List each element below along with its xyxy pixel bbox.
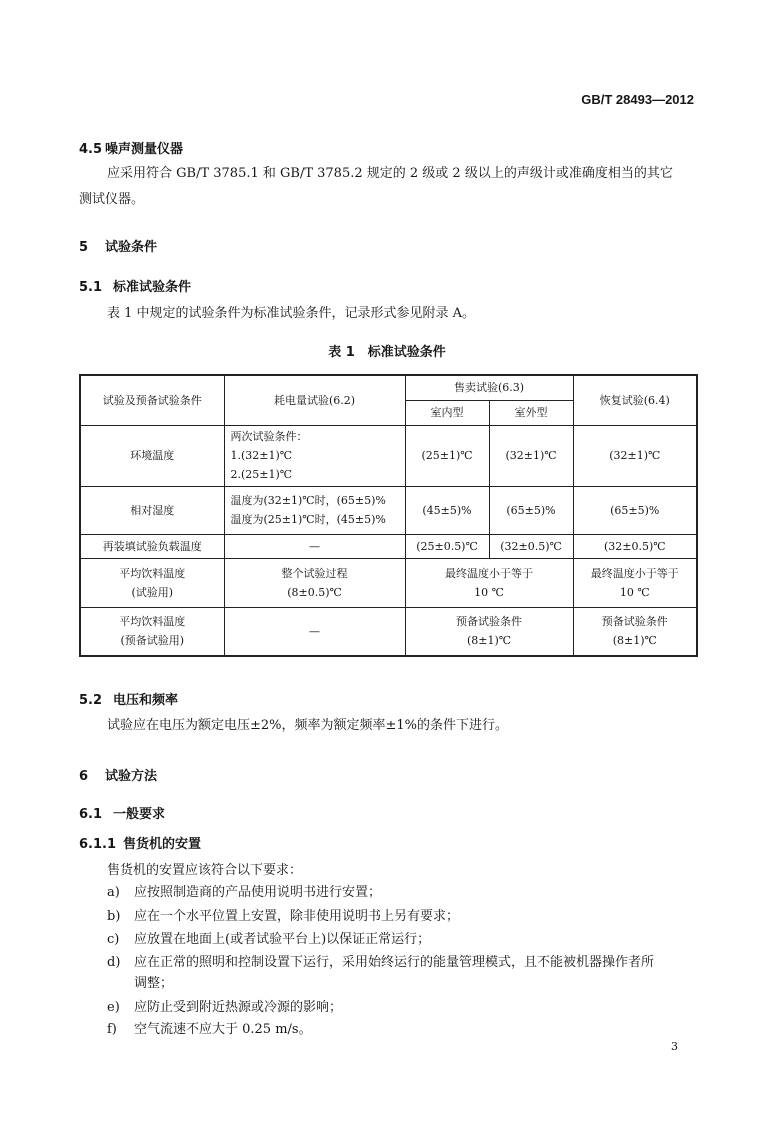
heading-number: 5 xyxy=(79,240,89,255)
paragraph-5-1: 表 1 中规定的试验条件为标准试验条件，记录形式参见附录 A。 xyxy=(107,306,476,321)
table-cell: — xyxy=(224,607,405,656)
list-label: f) xyxy=(107,1022,117,1037)
heading-6-1 xyxy=(79,803,165,822)
table-cell xyxy=(573,558,697,607)
cell-line: 两次试验条件： xyxy=(230,430,308,443)
heading-4-5 xyxy=(79,138,183,157)
paragraph-6-1-1-intro: 售货机的安置应该符合以下要求： xyxy=(107,863,303,878)
list-item xyxy=(107,951,654,975)
heading-number: 5.2 xyxy=(79,693,103,708)
heading-number: 6.1.1 xyxy=(79,837,117,852)
table-cell xyxy=(224,425,405,486)
heading-title: 标准试验条件 xyxy=(113,280,192,295)
table-cell: (65±5)% xyxy=(573,486,697,534)
list-text: 应在一个水平位置上安置，除非使用说明书上另有要求； xyxy=(134,909,460,924)
table-row xyxy=(80,558,697,607)
table-cell: (65±5)% xyxy=(489,486,573,534)
table-cell: (32±0.5)℃ xyxy=(489,534,573,558)
list-item xyxy=(107,1018,312,1042)
table-cell: (25±0.5)℃ xyxy=(405,534,489,558)
cell-line: (8±1)℃ xyxy=(612,634,657,648)
standard-test-conditions-table xyxy=(79,374,698,657)
paragraph-4-5-line1: 应采用符合 GB/T 3785.1 和 GB/T 3785.2 规定的 2 级或 2 级以上的声级计或准确度相当的其它 xyxy=(107,166,673,181)
table-row xyxy=(80,425,697,486)
table-cell: (32±0.5)℃ xyxy=(573,534,697,558)
cell-line: 温度为(25±1)℃时，(45±5)% xyxy=(230,513,386,526)
cell-line: 平均饮料温度 xyxy=(119,615,186,629)
list-label: c) xyxy=(107,932,120,947)
cell-line: 最终温度小于等于 xyxy=(445,566,533,580)
cell-line: (8±1)℃ xyxy=(466,634,512,648)
table-row xyxy=(80,534,697,558)
list-text: 应在正常的照明和控制设置下运行，采用始终运行的能量管理模式，且不能被机器操作者所 xyxy=(134,955,655,970)
table-cell xyxy=(573,607,697,656)
list-text: 应按照制造商的产品使用说明书进行安置； xyxy=(134,885,382,900)
cell-line: 温度为(32±1)℃时，(65±5)% xyxy=(230,494,386,507)
list-label: e) xyxy=(107,1000,120,1015)
cell-line: 平均饮料温度 xyxy=(119,566,186,580)
heading-5 xyxy=(79,236,157,255)
heading-number: 6.1 xyxy=(79,807,103,822)
cell-line: 最终温度小于等于 xyxy=(590,566,679,580)
table-caption: 表 1 标准试验条件 xyxy=(328,345,446,360)
cell-line: 1.(32±1)℃ xyxy=(230,449,293,462)
table-cell xyxy=(405,607,573,656)
table-header-power-test: 耗电量试验(6.2) xyxy=(224,375,405,425)
list-item xyxy=(107,881,381,905)
heading-5-2 xyxy=(79,689,178,708)
heading-title: 噪声测量仪器 xyxy=(105,142,184,157)
table-cell xyxy=(224,558,405,607)
table-cell: (45±5)% xyxy=(405,486,489,534)
list-item-continuation: 调整； xyxy=(134,976,174,991)
standard-number: GB/T 28493—2012 xyxy=(581,92,694,107)
heading-title: 电压和频率 xyxy=(113,693,179,708)
list-label: d) xyxy=(107,955,121,970)
heading-title: 试验方法 xyxy=(105,769,158,784)
table-header-indoor: 室内型 xyxy=(405,400,489,425)
heading-title: 售货机的安置 xyxy=(123,837,202,852)
heading-number: 4.5 xyxy=(79,142,103,157)
cell-line: 10 ℃ xyxy=(474,585,504,599)
list-label: a) xyxy=(107,885,120,900)
table-header-sale-test: 售卖试验(6.3) xyxy=(405,375,573,400)
cell-line: (预备试验用) xyxy=(120,634,185,648)
heading-number: 6 xyxy=(79,769,89,784)
list-item xyxy=(107,996,342,1020)
table-cell: — xyxy=(224,534,405,558)
heading-title: 一般要求 xyxy=(113,807,166,822)
heading-6 xyxy=(79,765,157,784)
table-cell: 再装填试验负载温度 xyxy=(80,534,224,558)
list-item xyxy=(107,905,459,929)
table-cell xyxy=(80,558,224,607)
cell-line: 2.(25±1)℃ xyxy=(230,468,293,481)
heading-title: 试验条件 xyxy=(105,240,158,255)
list-label: b) xyxy=(107,909,121,924)
list-text: 应防止受到附近热源或冷源的影响； xyxy=(134,1000,343,1015)
table-cell: (32±1)℃ xyxy=(489,425,573,486)
table-cell xyxy=(405,558,573,607)
table-cell: 环境温度 xyxy=(80,425,224,486)
cell-line: (8±0.5)℃ xyxy=(287,585,342,599)
table-cell: 相对湿度 xyxy=(80,486,224,534)
table-row xyxy=(80,486,697,534)
page-number: 3 xyxy=(671,1040,678,1053)
table-header-recovery-test: 恢复试验(6.4) xyxy=(573,375,697,425)
table-cell: (32±1)℃ xyxy=(573,425,697,486)
cell-line: 整个试验过程 xyxy=(281,566,348,580)
heading-6-1-1 xyxy=(79,833,201,852)
table-cell xyxy=(224,486,405,534)
cell-line: (试验用) xyxy=(131,585,174,599)
table-header-conditions: 试验及预备试验条件 xyxy=(80,375,224,425)
heading-5-1 xyxy=(79,276,191,295)
table-cell xyxy=(80,607,224,656)
cell-line: 预备试验条件 xyxy=(456,615,522,629)
paragraph-5-2: 试验应在电压为额定电压±2%，频率为额定频率±1%的条件下进行。 xyxy=(107,718,509,733)
table-cell: (25±1)℃ xyxy=(405,425,489,486)
heading-number: 5.1 xyxy=(79,280,103,295)
table-row xyxy=(80,607,697,656)
cell-line: 预备试验条件 xyxy=(601,615,668,629)
list-text: 应放置在地面上(或者试验平台上)以保证正常运行； xyxy=(134,932,431,947)
list-text: 空气流速不应大于 0.25 m/s。 xyxy=(134,1022,312,1037)
paragraph-4-5-line2: 测试仪器。 xyxy=(79,192,145,207)
cell-line: 10 ℃ xyxy=(619,585,650,599)
table-header-outdoor: 室外型 xyxy=(489,400,573,425)
list-item xyxy=(107,928,430,952)
